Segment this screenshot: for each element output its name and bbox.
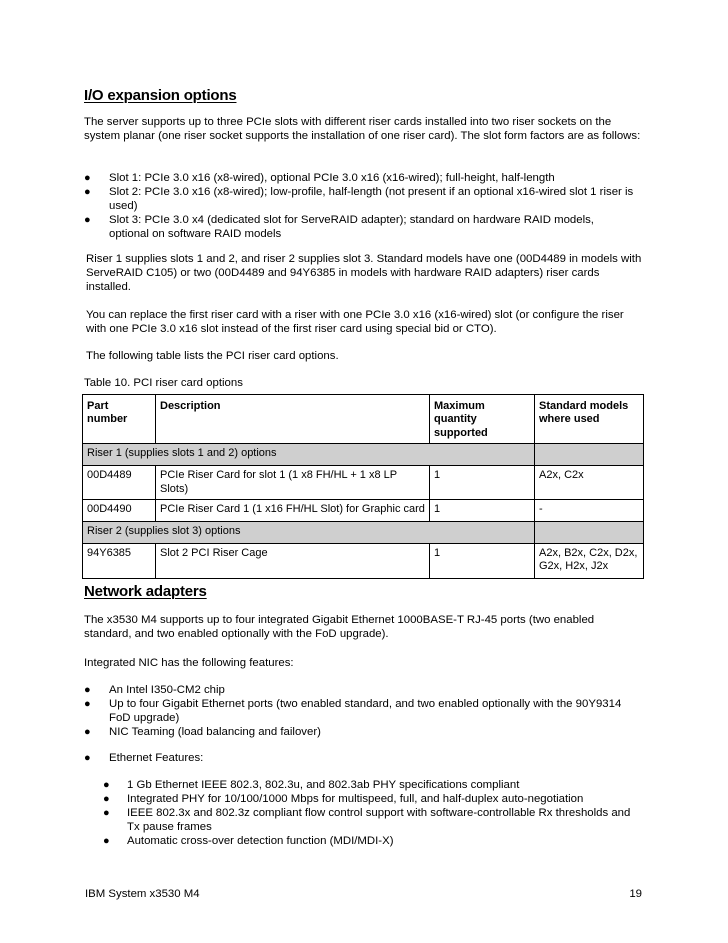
bullet-icon: ● — [103, 835, 110, 847]
column-header: Description — [156, 395, 430, 444]
bullet-icon: ● — [84, 186, 91, 198]
table-row — [83, 500, 644, 522]
ethernet-feature-list — [84, 778, 724, 848]
io-intro-paragraph: The server supports up to three PCIe slots with different riser cards installed into two riser sockets on the system planar (one riser socket supports the installation of one riser card). The slot form factors are as follows: — [84, 116, 641, 142]
footer-title: IBM System x3530 M4 — [85, 888, 200, 900]
group-label: Riser 1 (supplies slots 1 and 2) options — [83, 444, 535, 466]
list-item-text: Slot 3: PCIe 3.0 x4 (dedicated slot for ServeRAID adapter); standard on hardware RAID models, optional on software RAID models — [109, 214, 594, 240]
table-cell — [535, 444, 644, 466]
table-cell: A2x, C2x — [535, 466, 644, 500]
page-number: 19 — [629, 888, 642, 900]
network-intro-paragraph: The x3530 M4 supports up to four integrated Gigabit Ethernet 1000BASE-T RJ-45 ports (two enabled standard, and two enabled optionally with the FoD upgrade). — [84, 614, 595, 640]
column-header: Maximum quantity supported — [430, 395, 535, 444]
network-adapters-heading: Network adapters — [84, 583, 207, 600]
io-expansion-heading: I/O expansion options — [84, 87, 237, 104]
table-cell: PCIe Riser Card 1 (1 x16 FH/HL Slot) for Graphic card — [156, 500, 430, 522]
table-cell — [535, 522, 644, 544]
group-label: Riser 2 (supplies slot 3) options — [83, 522, 535, 544]
table-header-row — [83, 395, 644, 444]
list-item-text: Integrated PHY for 10/100/1000 Mbps for multispeed, full, and half-duplex auto-negotiation — [127, 793, 584, 805]
bullet-icon: ● — [84, 214, 91, 226]
nic-features-intro: Integrated NIC has the following features: — [84, 657, 294, 669]
slot-list — [84, 171, 724, 241]
column-header: Standard models where used — [535, 395, 644, 444]
riser-replace-paragraph: You can replace the first riser card with a riser with one PCIe 3.0 x16 (x16-wired) slot (or configure the riser with one PCIe 3.0 x16 slot instead of the first riser card using special bid or CTO). — [86, 309, 624, 335]
bullet-icon: ● — [84, 684, 91, 696]
list-item-text: 1 Gb Ethernet IEEE 802.3, 802.3u, and 802.3ab PHY specifications compliant — [127, 779, 520, 791]
bullet-icon: ● — [103, 779, 110, 791]
table-cell: - — [535, 500, 644, 522]
table-cell: Slot 2 PCI Riser Cage — [156, 544, 430, 579]
list-item-text: An Intel I350-CM2 chip — [109, 684, 225, 696]
list-item-text: Automatic cross-over detection function (MDI/MDI-X) — [127, 835, 394, 847]
bullet-icon: ● — [84, 698, 91, 710]
table-cell: 1 — [430, 544, 535, 579]
ethernet-features-item — [84, 751, 724, 771]
list-item-text: NIC Teaming (load balancing and failover) — [109, 726, 321, 738]
list-item-text: IEEE 802.3x and 802.3z compliant flow control support with software-controllable Rx thresholds and Tx pause frames — [127, 807, 631, 833]
table-cell: PCIe Riser Card for slot 1 (1 x8 FH/HL + 1 x8 LP Slots) — [156, 466, 430, 500]
column-header: Part number — [83, 395, 156, 444]
table-group-row — [83, 522, 644, 544]
riser-supply-paragraph: Riser 1 supplies slots 1 and 2, and riser 2 supplies slot 3. Standard models have one (00D4489 in models with ServeRAID C105) or two (00D4489 and 94Y6385 in models with hardware RAID adapters) riser cards installed. — [86, 253, 642, 293]
table-cell: 1 — [430, 500, 535, 522]
nic-feature-list — [84, 683, 724, 743]
table-cell: 1 — [430, 466, 535, 500]
table-caption: Table 10. PCI riser card options — [84, 377, 243, 389]
table-row — [83, 544, 644, 579]
table-intro-paragraph: The following table lists the PCI riser card options. — [86, 350, 339, 362]
table-cell: A2x, B2x, C2x, D2x, G2x, H2x, J2x — [535, 544, 644, 579]
list-item-text: Slot 1: PCIe 3.0 x16 (x8-wired), optional PCIe 3.0 x16 (x16-wired); full-height, half-length — [109, 172, 555, 184]
bullet-icon: ● — [84, 752, 91, 764]
list-item-text: Up to four Gigabit Ethernet ports (two enabled standard, and two enabled optionally with the 90Y9314 FoD upgrade) — [109, 698, 622, 724]
bullet-icon: ● — [84, 726, 91, 738]
list-item-text: Ethernet Features: — [109, 752, 204, 764]
bullet-icon: ● — [103, 807, 110, 819]
table-cell: 00D4489 — [83, 466, 156, 500]
table-row — [83, 466, 644, 500]
bullet-icon: ● — [103, 793, 110, 805]
table-group-row — [83, 444, 644, 466]
table-cell: 94Y6385 — [83, 544, 156, 579]
bullet-icon: ● — [84, 172, 91, 184]
table-cell: 00D4490 — [83, 500, 156, 522]
list-item-text: Slot 2: PCIe 3.0 x16 (x8-wired); low-profile, half-length (not present if an optional x16-wired slot 1 riser is used) — [109, 186, 634, 212]
riser-options-table — [82, 394, 644, 579]
